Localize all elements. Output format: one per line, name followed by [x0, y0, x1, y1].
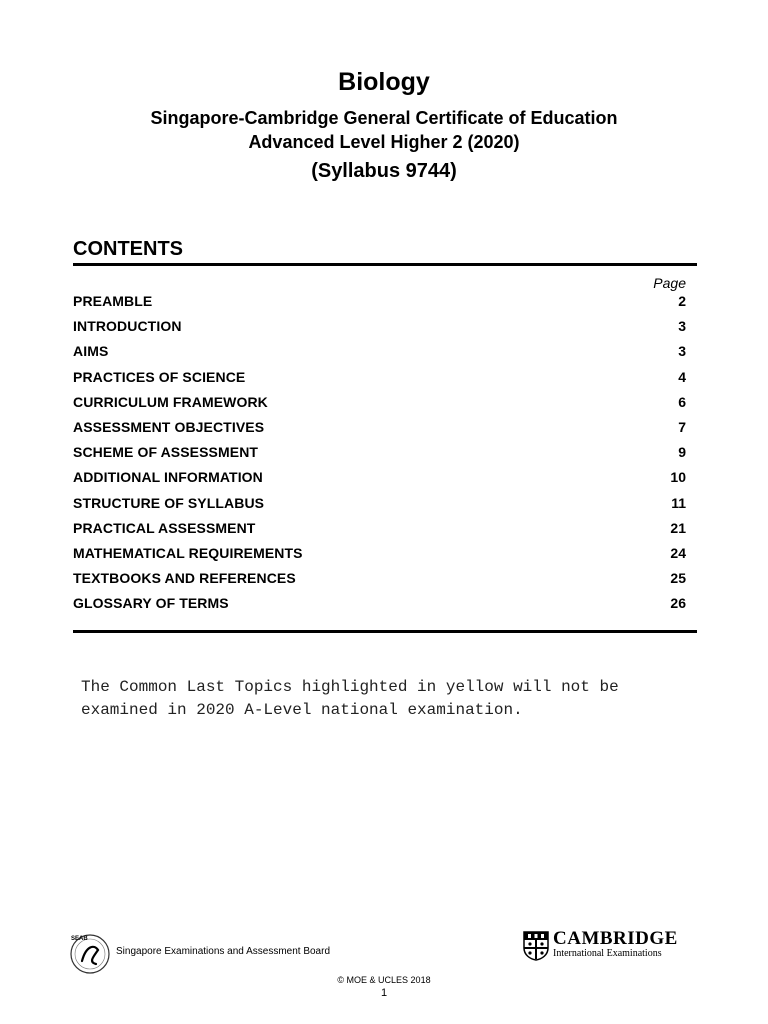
toc-title: GLOSSARY OF TERMS [73, 595, 229, 612]
page-number: 1 [380, 987, 388, 999]
toc-row[interactable] [73, 419, 686, 444]
toc-row[interactable] [73, 495, 686, 520]
contents-bottom-rule [73, 630, 697, 633]
toc-row[interactable] [73, 520, 686, 545]
toc-row[interactable] [73, 595, 686, 620]
document-subtitle-line1: Singapore-Cambridge General Certificate of Education [150, 108, 618, 128]
contents-top-rule [73, 263, 697, 266]
toc-page: 7 [678, 418, 686, 435]
toc-row[interactable] [73, 369, 686, 394]
seab-logo-text: SEAB [71, 936, 88, 942]
contents-heading: CONTENTS [73, 238, 183, 260]
toc-title: PREAMBLE [73, 293, 153, 309]
toc-page: 21 [670, 519, 686, 536]
toc-page: 3 [678, 318, 686, 335]
exam-notice [81, 676, 701, 722]
toc-title: STRUCTURE OF SYLLABUS [73, 494, 265, 511]
toc-page: 25 [670, 570, 686, 587]
toc-row[interactable] [73, 343, 686, 368]
toc-title: ASSESSMENT OBJECTIVES [73, 418, 265, 435]
toc-row[interactable] [73, 469, 686, 494]
toc-title: PRACTICAL ASSESSMENT [73, 519, 256, 536]
toc-page: 26 [670, 595, 686, 612]
syllabus-code: (Syllabus 9744) [311, 160, 457, 182]
cambridge-crest-icon [523, 931, 549, 961]
toc-page: 24 [670, 544, 686, 561]
document-title: Biology [338, 68, 430, 96]
cambridge-name: CAMBRIDGE [553, 928, 678, 949]
toc-page: 4 [678, 368, 686, 385]
cambridge-subtitle: International Examinations [553, 948, 662, 959]
table-of-contents [73, 293, 686, 620]
seab-logo-icon [68, 928, 112, 976]
copyright: © MOE & UCLES 2018 [337, 975, 431, 985]
toc-page: 2 [678, 293, 686, 309]
toc-title: AIMS [73, 343, 109, 360]
toc-row[interactable] [73, 545, 686, 570]
toc-title: SCHEME OF ASSESSMENT [73, 444, 259, 461]
toc-page: 3 [678, 343, 686, 360]
toc-title: CURRICULUM FRAMEWORK [73, 393, 268, 410]
notice-line1: The Common Last Topics highlighted in yellow will not be [81, 678, 619, 696]
toc-row[interactable] [73, 394, 686, 419]
toc-title: INTRODUCTION [73, 318, 182, 335]
toc-page: 11 [671, 494, 686, 511]
toc-row[interactable] [73, 293, 686, 318]
document-subtitle-line2: Advanced Level Higher 2 (2020) [248, 132, 520, 152]
toc-title: PRACTICES OF SCIENCE [73, 368, 246, 385]
toc-row[interactable] [73, 444, 686, 469]
notice-line2: examined in 2020 A-Level national examination. [81, 701, 523, 719]
toc-title: MATHEMATICAL REQUIREMENTS [73, 544, 303, 561]
toc-title: TEXTBOOKS AND REFERENCES [73, 570, 296, 587]
page-column-label: Page [653, 275, 686, 291]
toc-page: 10 [670, 469, 686, 486]
toc-page: 6 [678, 393, 686, 410]
seab-label: Singapore Examinations and Assessment Board [116, 946, 331, 957]
toc-row[interactable] [73, 318, 686, 343]
toc-title: ADDITIONAL INFORMATION [73, 469, 263, 486]
toc-row[interactable] [73, 570, 686, 595]
toc-page: 9 [678, 444, 686, 461]
